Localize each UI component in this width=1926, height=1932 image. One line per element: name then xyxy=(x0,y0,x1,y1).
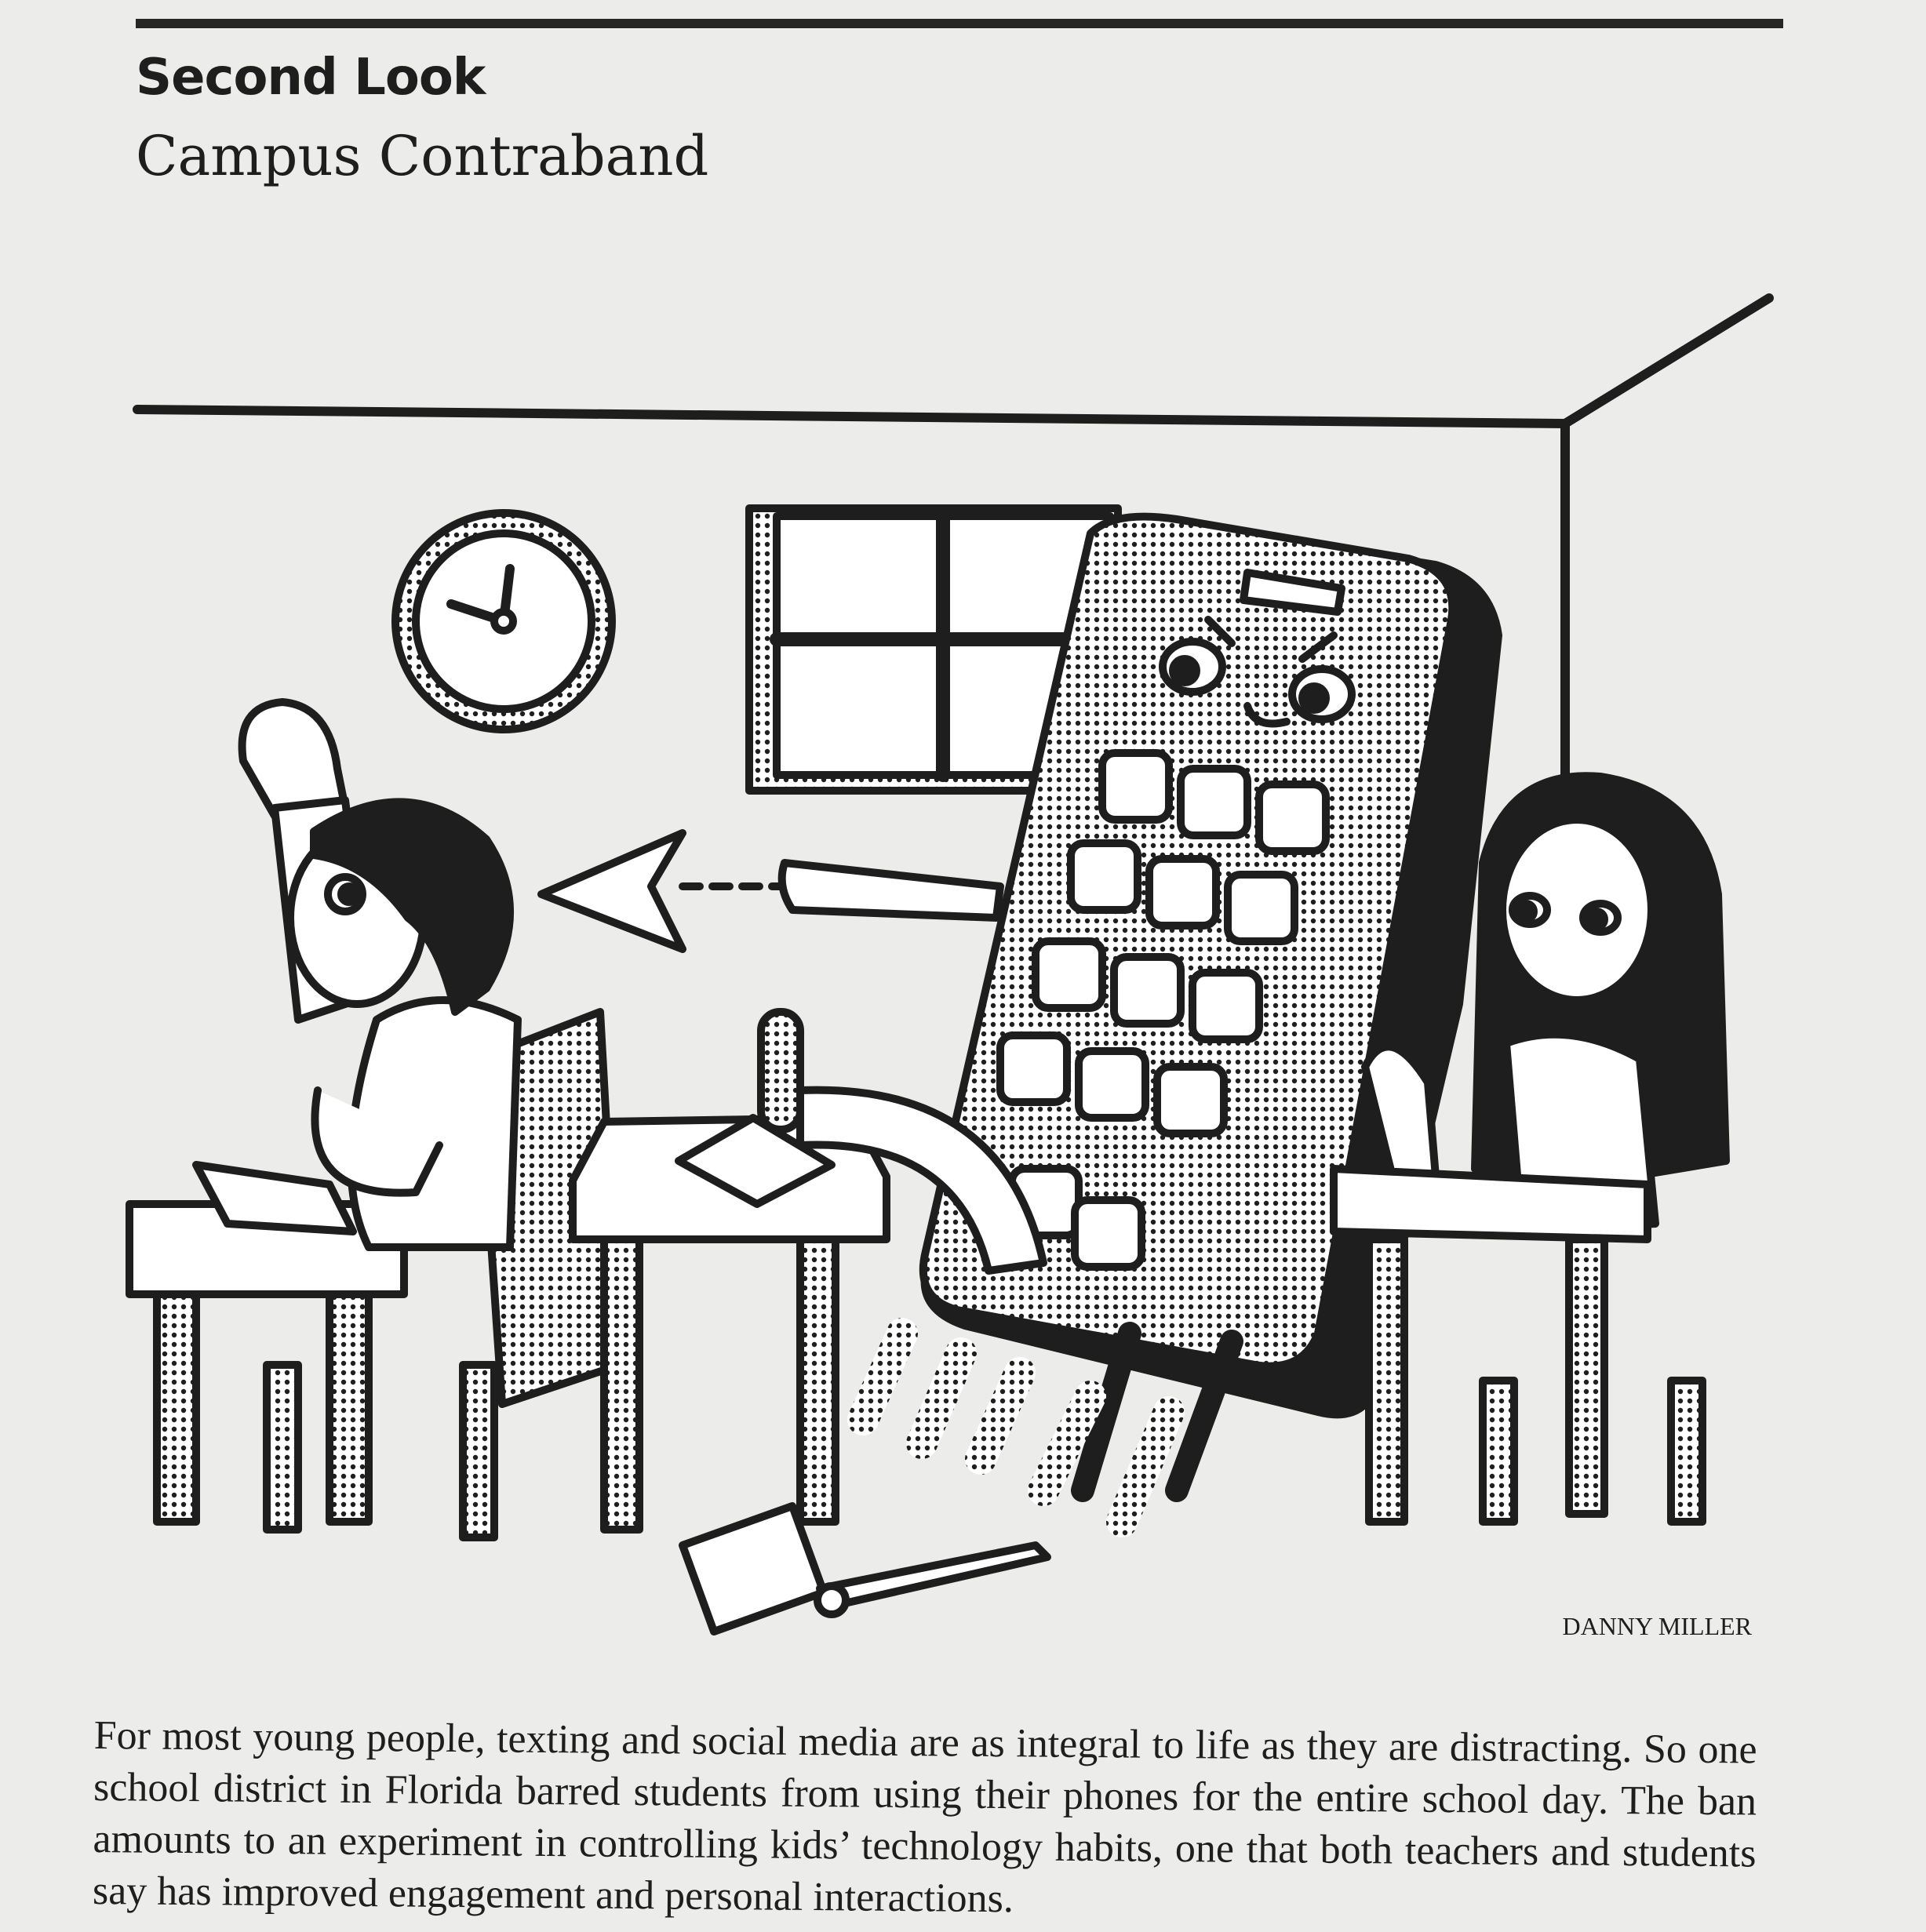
student-raising-hand xyxy=(196,702,518,1247)
top-rule xyxy=(136,19,1783,28)
headline: Campus Contraband xyxy=(136,124,709,188)
phone-arm xyxy=(782,863,1000,918)
desk-right xyxy=(1334,1169,1702,1522)
clock-icon xyxy=(395,513,612,730)
desk-middle xyxy=(573,1118,887,1530)
dropped-paper-icon xyxy=(683,1506,824,1632)
classroom-illustration xyxy=(0,267,1926,1647)
paper-airplane-icon xyxy=(541,833,785,949)
illustration-credit: DANNY MILLER xyxy=(1562,1612,1752,1640)
section-kicker: Second Look xyxy=(136,49,486,107)
article-body: For most young people, texting and social media are as integral to life as they are distracting. So one school district in Florida barred students from using their phones for the entire school day. The ban amounts to an experiment in controlling kids’ technology habits, one that both teachers and students say has improved engagement and personal interactions. xyxy=(92,1712,1757,1922)
wall-line xyxy=(137,298,1769,424)
pencil-icon xyxy=(817,1545,1047,1614)
